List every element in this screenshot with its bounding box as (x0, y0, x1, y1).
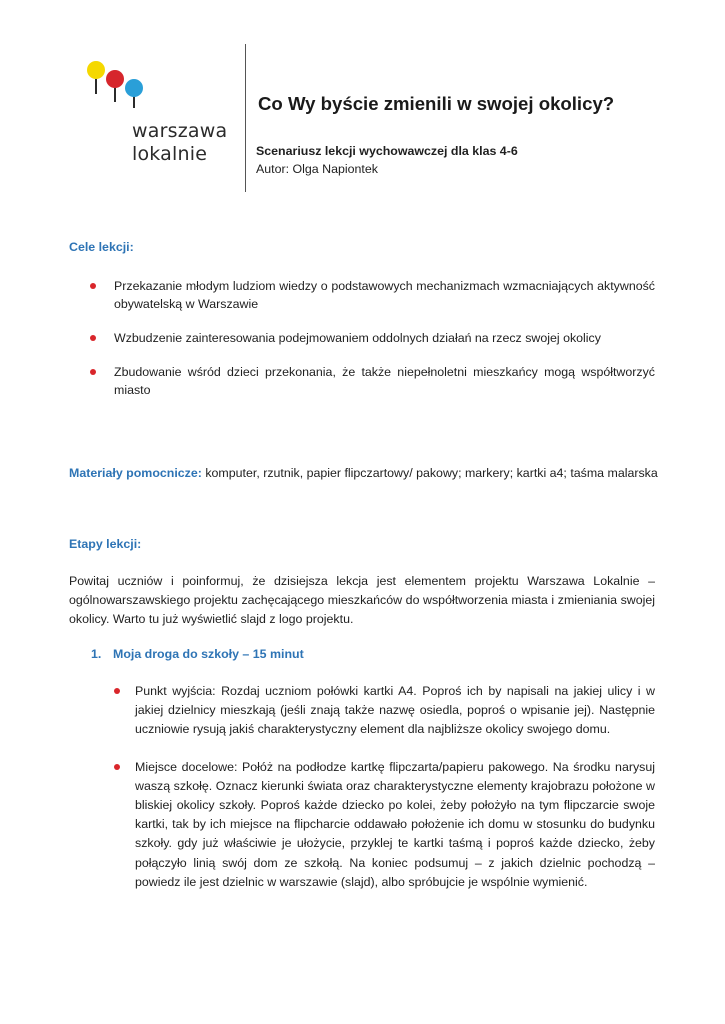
list-item (69, 277, 655, 313)
stages-intro: Powitaj uczniów i poinformuj, że dzisiejsza lekcja jest elementem projektu Warszawa Lokalnie – ogólnowarszawskiego projektu zachęcającego mieszkańców do współtworzenia miasta i zmieniania swojej okolicy. Warto tu już wyświetlić slajd z logo projektu. (69, 574, 655, 626)
bullet-icon (90, 283, 96, 289)
bullet-icon (114, 688, 120, 694)
step-item-text: Miejsce docelowe: Połóż na podłodze kartkę flipczarta/papieru pakowego. Na środku narysuj waszą szkołę. Oznacz kierunki świata oraz charakterystyczne elementy krajobrazu położone w bliskiej okolicy szkoły. Poproś każde dziecko po kolei, żeby położyło na tym flipczarcie swoje kartki, tak by ich miejsce na flipcharcie oddawało położenie ich domu w stosunku do budynku szkoły. gdy już właściwie je ułożycie, przyklej te kartki taśmą i poproś każde dziecko, żeby połączyło linią swój dom ze szkołą. Na koniec podsumuj – z jakich dzielnic pochodzą – powiedz ile jest dzielnic w warszawie (slajd), albo spróbujcie je wspólnie wymienić. (135, 759, 655, 889)
document-author: Autor: Olga Napiontek (256, 162, 378, 176)
step-1-list (113, 682, 655, 892)
goals-heading: Cele lekcji: (69, 240, 134, 254)
document-subtitle: Scenariusz lekcji wychowawczej dla klas 4-6 (256, 144, 518, 158)
bullet-icon (90, 335, 96, 341)
bullet-icon (114, 764, 120, 770)
warszawa-lokalnie-logo (86, 58, 236, 168)
step-1-heading (91, 647, 304, 661)
document-title: Co Wy byście zmienili w swojej okolicy? (258, 93, 615, 114)
materials-line (69, 464, 669, 482)
list-item (113, 758, 655, 892)
header-divider (245, 44, 246, 192)
step-number: 1. (91, 647, 102, 661)
list-item (69, 329, 655, 347)
goals-list (69, 277, 655, 399)
bullet-icon (90, 369, 96, 375)
step-item-text: Punkt wyjścia: Rozdaj uczniom połówki kartki A4. Poproś ich by napisali na jakiej ulicy i w jakiej dzielnicy mieszkają (jeśli znają także nazwę osiedla, poproś o wpisanie jej). Następnie uczniowie rysują jakiś charakterystyczny element dla najbliższe okolicy swojego domu. (135, 684, 655, 737)
logo-wordmark (132, 120, 227, 166)
logo-line-1: warszawa (132, 120, 228, 142)
goal-text: Przekazanie młodym ludziom wiedzy o podstawowych mechanizmach wzmacniających aktywność obywatelską w Warszawie (114, 279, 655, 311)
list-item (69, 363, 655, 399)
materials-label: Materiały pomocnicze: (69, 466, 202, 480)
list-item (113, 682, 655, 740)
logo-line-2: lokalnie (132, 143, 208, 165)
materials-text: komputer, rzutnik, papier flipczartowy/ pakowy; markery; kartki a4; taśma malarska (201, 466, 658, 480)
goal-text: Wzbudzenie zainteresowania podejmowaniem oddolnych działań na rzecz swojej okolicy (114, 331, 601, 345)
logo-balloons-icon (86, 58, 156, 118)
stages-heading: Etapy lekcji: (69, 537, 142, 551)
step-title: Moja droga do szkoły – 15 minut (113, 647, 304, 661)
goal-text: Zbudowanie wśród dzieci przekonania, że także niepełnoletni mieszkańcy mogą współtworzyć miasto (114, 365, 655, 397)
